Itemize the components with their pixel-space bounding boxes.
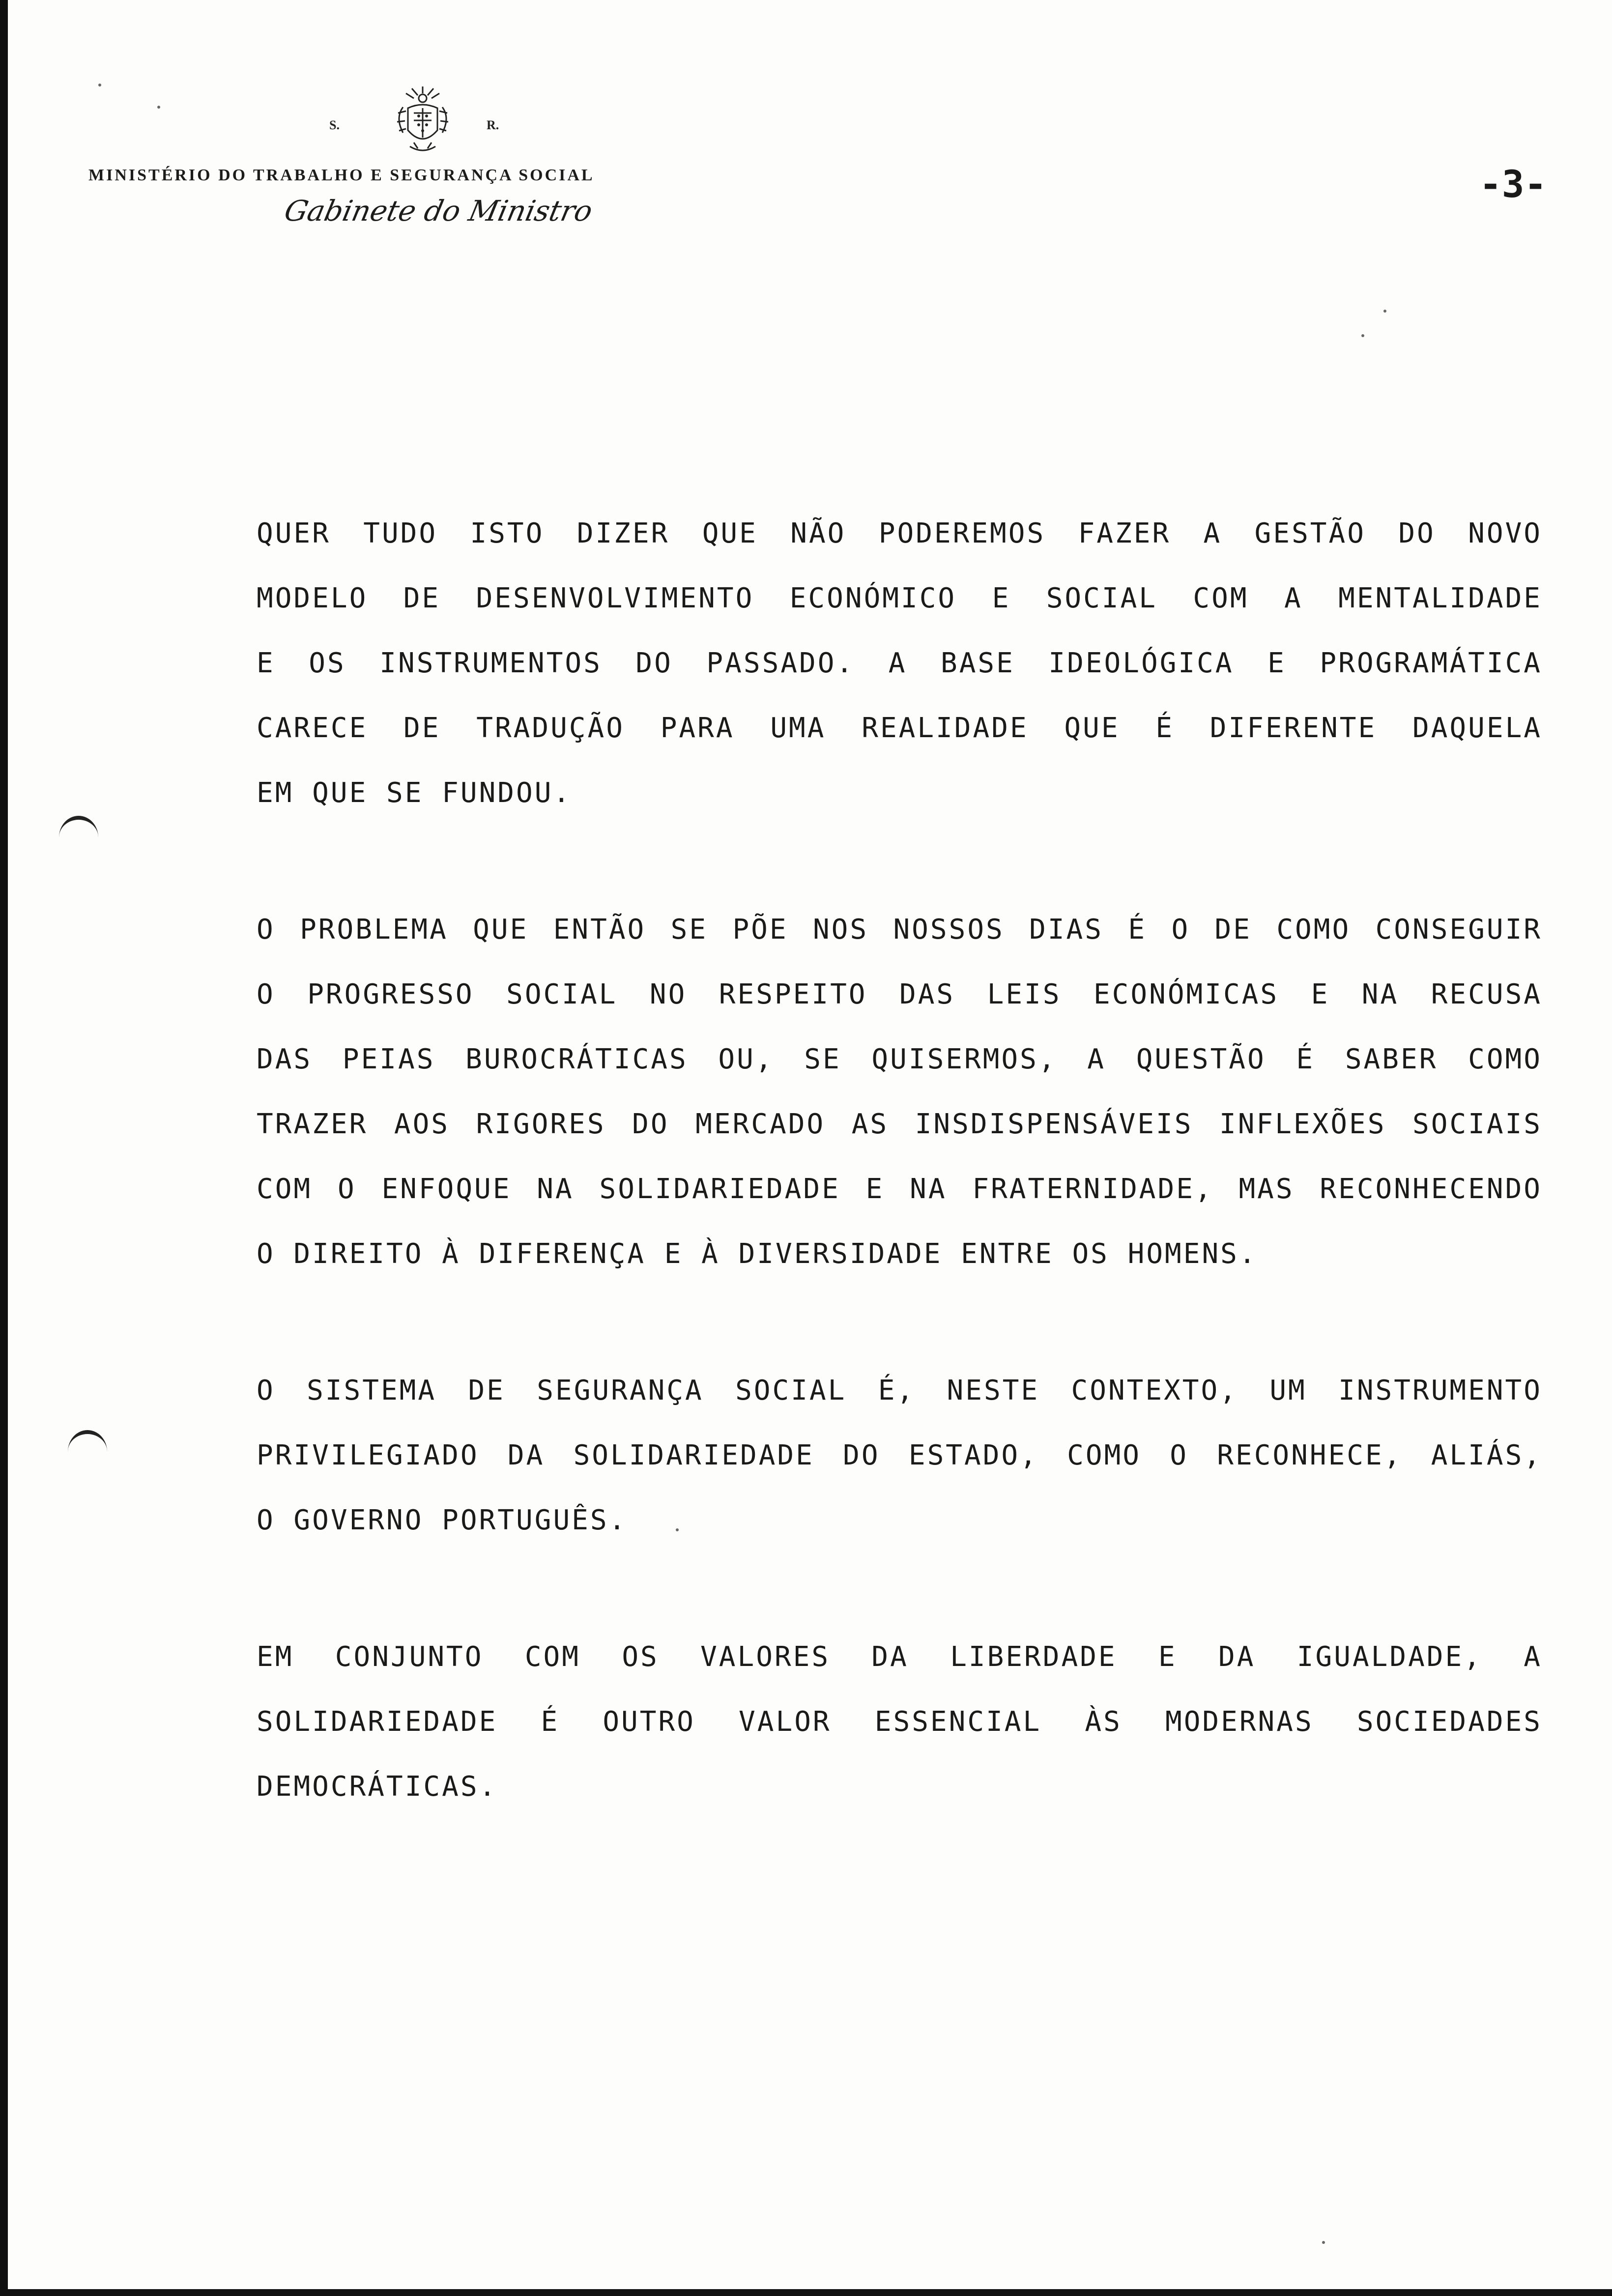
scan-speck <box>1383 310 1386 313</box>
text-line: CARECE DE TRADUÇÃO PARA UMA REALIDADE QUE É DIFERENTE DAQUELA <box>257 712 1542 744</box>
cabinet-name: Gabinete do Ministro <box>281 194 596 228</box>
crest-left-initial: S. <box>329 118 340 132</box>
paragraph <box>257 897 1542 1287</box>
page-number: -3- <box>1479 162 1547 206</box>
text-line: MODELO DE DESENVOLVIMENTO ECONÓMICO E SOCIAL COM A MENTALIDADE <box>257 582 1542 614</box>
ministry-name: MINISTÉRIO DO TRABALHO E SEGURANÇA SOCIAL <box>88 166 595 184</box>
text-line: EM QUE SE FUNDOU. <box>257 777 572 809</box>
text-line: O PROBLEMA QUE ENTÃO SE PÕE NOS NOSSOS DIAS É O DE COMO CONSEGUIR <box>257 914 1542 946</box>
scan-left-edge <box>0 0 8 2296</box>
coat-of-arms-icon <box>388 84 457 157</box>
scan-speck <box>1322 2241 1325 2244</box>
text-line: O PROGRESSO SOCIAL NO RESPEITO DAS LEIS ECONÓMICAS E NA RECUSA <box>257 978 1542 1010</box>
letterhead <box>88 84 727 246</box>
text-line: O DIREITO À DIFERENÇA E À DIVERSIDADE ENTRE OS HOMENS. <box>257 1238 1258 1270</box>
crest-right-initial: R. <box>487 118 499 132</box>
text-line: O SISTEMA DE SEGURANÇA SOCIAL É, NESTE CONTEXTO, UM INSTRUMENTO <box>257 1375 1542 1406</box>
text-line: TRAZER AOS RIGORES DO MERCADO AS INSDISPENSÁVEIS INFLEXÕES SOCIAIS <box>257 1108 1542 1140</box>
scan-bottom-edge <box>0 2289 1612 2296</box>
text-line: PRIVILEGIADO DA SOLIDARIEDADE DO ESTADO, COMO O RECONHECE, ALIÁS, <box>257 1439 1542 1471</box>
text-line: SOLIDARIEDADE É OUTRO VALOR ESSENCIAL ÀS MODERNAS SOCIEDADES <box>257 1706 1542 1738</box>
text-line: COM O ENFOQUE NA SOLIDARIEDADE E NA FRATERNIDADE, MAS RECONHECENDO <box>257 1173 1542 1205</box>
text-line: DAS PEIAS BUROCRÁTICAS OU, SE QUISERMOS, A QUESTÃO É SABER COMO <box>257 1043 1542 1075</box>
text-line: EM CONJUNTO COM OS VALORES DA LIBERDADE E DA IGUALDADE, A <box>257 1641 1542 1673</box>
text-line: O GOVERNO PORTUGUÊS. <box>257 1504 628 1536</box>
text-line: E OS INSTRUMENTOS DO PASSADO. A BASE IDEOLÓGICA E PROGRAMÁTICA <box>257 647 1542 679</box>
paragraph <box>257 1625 1542 1819</box>
punch-hole-mark <box>68 1430 107 1473</box>
crest-row <box>329 84 516 162</box>
text-line: QUER TUDO ISTO DIZER QUE NÃO PODEREMOS FAZER A GESTÃO DO NOVO <box>257 517 1542 549</box>
text-line: DEMOCRÁTICAS. <box>257 1771 498 1803</box>
punch-hole-mark <box>59 816 98 859</box>
paragraph <box>257 1358 1542 1553</box>
paragraph <box>257 501 1542 826</box>
body-text <box>257 501 1542 1891</box>
scan-speck <box>1361 334 1364 337</box>
